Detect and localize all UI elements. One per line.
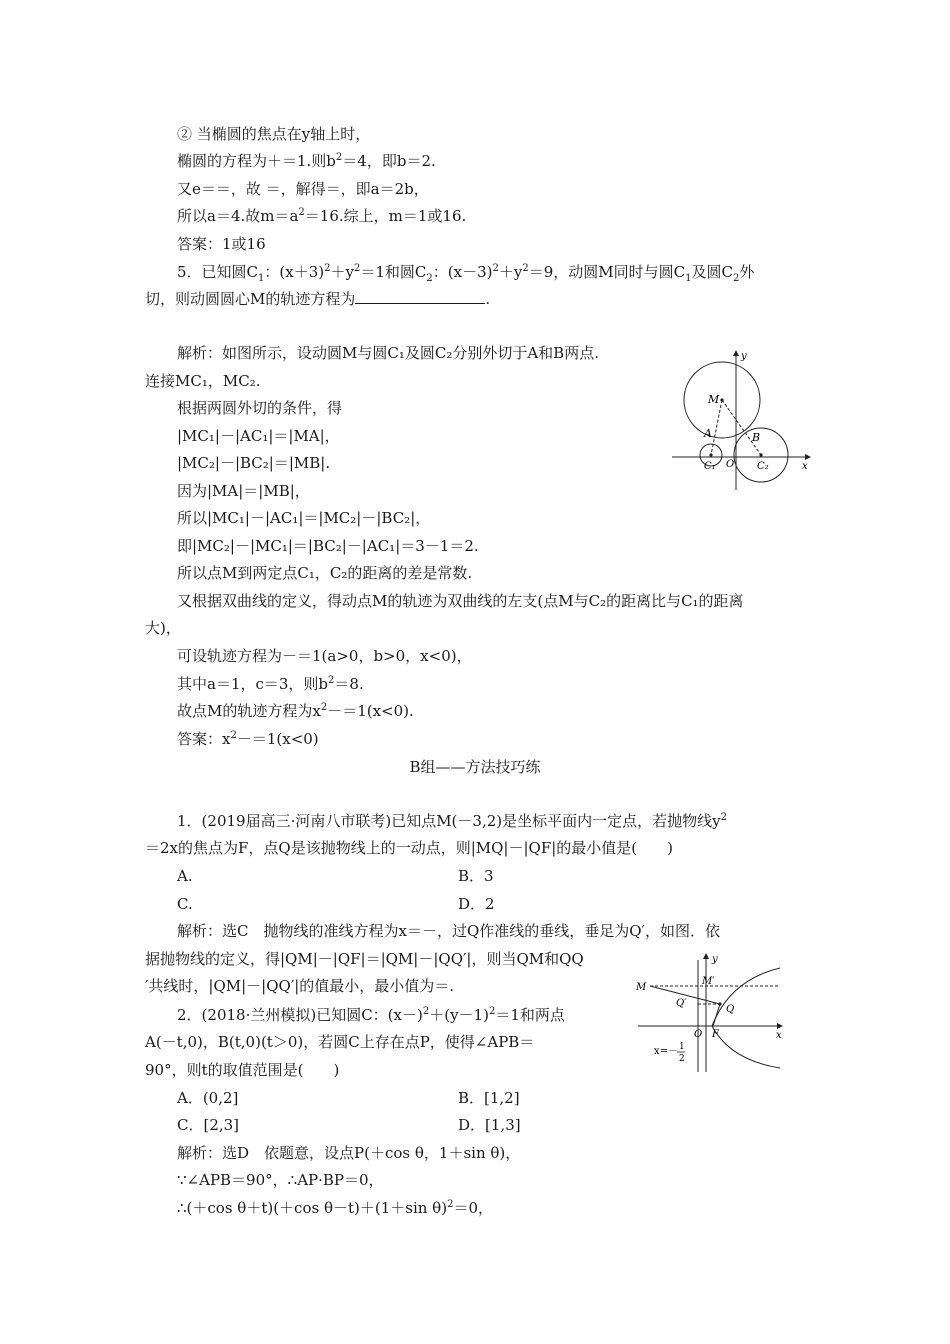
segment-mc1 [711,400,722,455]
question-5-line-2: 切，则动圆圆心M的轨迹方程为 . [145,290,491,308]
solution-line: 因为|MA|＝|MB|， [177,482,310,500]
label-c2: C₂ [757,461,769,472]
text-line: 椭圆的方程为＋＝1.则$b^2=4$，即b＝2. [177,152,436,170]
label-mp: M′ [702,976,715,987]
solution-line: 解析：选C 抛物线的准线方程为x＝－，过Q作准线的垂线，垂足为Q′，如图．依 [177,922,720,940]
option-d: D．2 [458,895,495,913]
point-c2 [759,453,762,456]
segment-mc2 [722,400,761,455]
solution-line: 故点M的轨迹方程为$x^2-=1(x<0)$. [177,702,414,720]
question-2-line-2: A(－t,0)，B(t,0)(t＞0)，若圆C上存在点P，使得∠APB＝ [145,1033,535,1051]
solution-line: |MC₂|－|BC₂|＝|MB|. [177,454,331,472]
label-o: O [726,459,735,470]
label-qp: Q′ [676,998,687,1009]
parabola-curve [712,968,780,1068]
label-num: 1 [679,1042,685,1052]
label-a: A [704,427,712,440]
solution-line: 根据两圆外切的条件，得 [177,399,343,417]
point-m [720,398,723,401]
question-2-line-1: 2．(2018·兰州模拟)已知圆C：$(x-)^2+(y-1)^2=1$和两点 [177,1006,565,1024]
segment-qf [713,1004,720,1026]
solution-line: 所以点M到两定点C₁，C₂的距离的差是常数. [177,564,473,582]
solution-line: 大)， [145,619,181,637]
option-d: D．[1,3] [458,1116,521,1134]
solution-line: 即|MC₂|－|MC₁|＝|BC₂|－|AC₁|＝3－1＝2. [177,537,479,555]
text-line: ② 当椭圆的焦点在y轴上时， [177,125,371,143]
label-x: x [802,461,808,472]
question-1-line-1: 1．(2019届高三·河南八市联考)已知点M(－3,2)是坐标平面内一定点，若抛物线$y^2$ [177,812,727,830]
figure-circles-diagram [668,345,818,495]
solution-line: |MC₁|－|AC₁|＝|MA|， [177,427,340,445]
point-c1 [709,453,712,456]
section-title: B组——方法技巧练 [409,758,541,776]
text-line: 所以a＝4.故$m=a^2=16$.综上，m＝1或16. [177,207,467,225]
label-b: B [752,431,761,444]
option-c: C．[2,3] [177,1116,240,1134]
solution-line: 解析：选D 依题意，设点P(＋cos θ，1＋sin θ)， [177,1144,521,1162]
option-c: C. [177,895,193,913]
solution-line: ∵∠APB＝90°，∴AP·BP＝0， [177,1171,384,1189]
option-b: B．3 [458,867,494,885]
option-a: A. [177,867,193,885]
label-c1: C₁ [704,461,716,472]
point-q [718,1002,721,1005]
solution-line: ′共线时，|QM|－|QQ′|的值最小，最小值为＝. [145,977,455,995]
solution-line: 其中a＝1，c＝3，则$b^2=8$. [177,675,364,693]
solution-line: ∴(＋cos θ＋t)(＋cos θ－t)＋(1＋sin θ)$^2$＝0， [177,1199,493,1217]
label-x: x [776,1030,782,1041]
answer-line: 答案：$x^2-=1(x<0)$ [177,730,319,748]
solution-line: 可设轨迹方程为－＝1(a>0，b>0，x<0)， [177,647,472,665]
solution-line: 连接MC₁，MC₂. [145,372,261,390]
label-y: y [712,954,718,965]
label-f: F [712,1029,719,1040]
solution-line: 所以|MC₁|－|AC₁|＝|MC₂|－|BC₂|， [177,509,431,527]
label-m: M [636,982,647,993]
label-den: 2 [679,1054,685,1064]
figure-parabola-diagram [630,950,790,1075]
answer-blank [355,289,485,304]
solution-line: 又根据双曲线的定义，得动点M的轨迹为双曲线的左支(点M与C₂的距离比与C₁的距离 [177,592,744,610]
option-b: B．[1,2] [458,1089,520,1107]
option-a: A．(0,2] [177,1089,239,1107]
label-q: Q [726,1004,735,1015]
label-o: O [694,1029,703,1040]
question-1-line-2: ＝2x的焦点为F，点Q是该抛物线上的一动点，则|MQ|－|QF|的最小值是( ) [145,839,673,857]
solution-line: 据抛物线的定义，得|QM|－|QF|＝|QM|－|QQ′|，则当QM和QQ [145,950,584,968]
answer-line: 答案：1或16 [177,235,266,253]
label-m: M [708,393,720,406]
question-5-line-1: 5．已知圆$C_1$：$(x+3)^2+y^2=1$和圆$C_2$：$(x-3)^2+y^2=9$，动圆M同时与圆$C_1$及圆$C_2$外 [177,263,755,284]
label-y: y [741,351,747,362]
label-directrix: x=－ [654,1046,679,1057]
text-line: 又e＝＝，故 ＝，解得＝，即a＝2b， [177,180,429,198]
question-2-line-3: 90°，则t的取值范围是( ) [145,1061,340,1079]
solution-line: 解析：如图所示，设动圆M与圆C₁及圆C₂分别外切于A和B两点. [177,344,599,362]
